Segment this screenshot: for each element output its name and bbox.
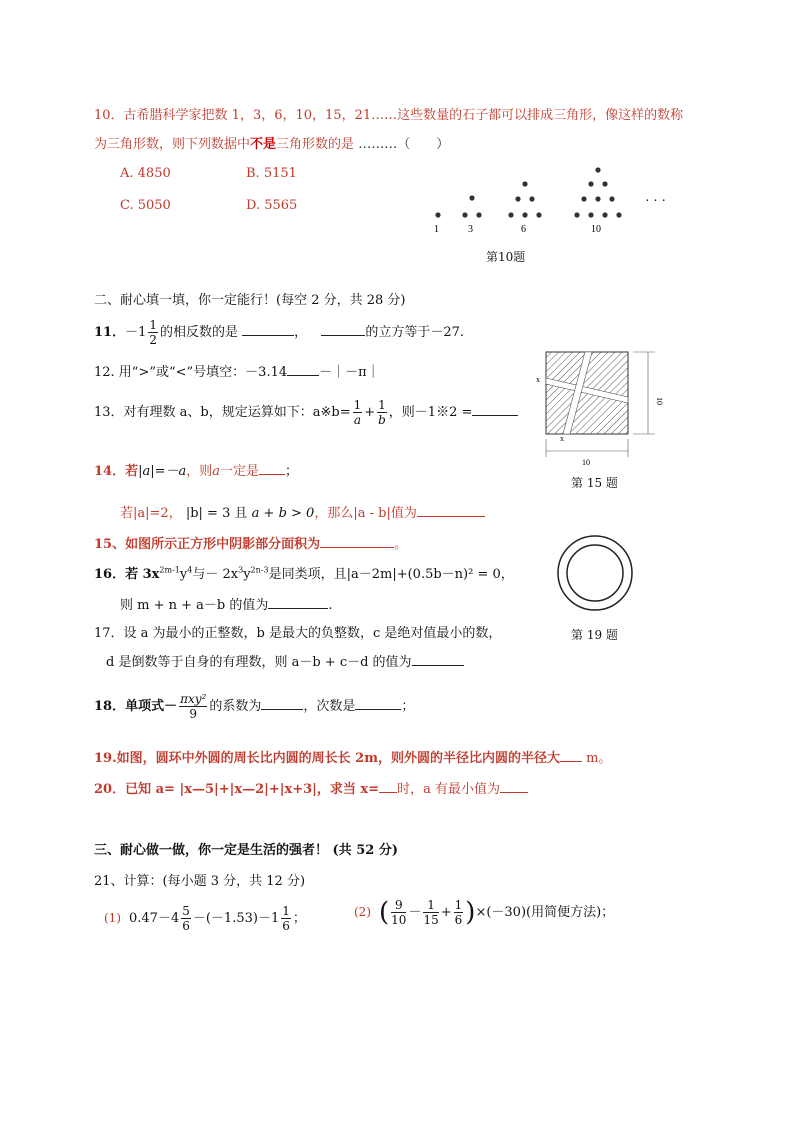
q19-blank[interactable] bbox=[560, 749, 582, 762]
q21-part2-label: (2) bbox=[354, 905, 371, 919]
q21-part1-a: 0.47－4 bbox=[129, 911, 180, 926]
q10-line2 bbox=[94, 133, 449, 152]
q16-a: 16．若 3x bbox=[94, 567, 160, 582]
q14-text: 14．若 bbox=[94, 464, 139, 479]
q10-option-a: A. 4850 bbox=[120, 166, 171, 181]
q14-blank-2[interactable] bbox=[417, 504, 485, 517]
q13-denominator-b: b bbox=[378, 413, 386, 427]
q10-line1: 10．古希腊科学家把数 1，3，6，10，15，21……这些数量的石子都可以排成三角形，像这样的数称 bbox=[94, 108, 684, 123]
q21-part2-n1: 9 bbox=[391, 898, 406, 913]
q16-end: . bbox=[328, 598, 333, 613]
q18-text-3: ，次数是 bbox=[303, 699, 356, 714]
q13-fraction-b bbox=[377, 398, 387, 427]
q15-end: 。 bbox=[394, 537, 408, 552]
q20-text: 20．已知 a= |x—5|+|x—2|+|x+3|，求当 x= bbox=[94, 782, 380, 797]
q15-text: 15、如图所示正方形中阴影部分面积为 bbox=[94, 537, 321, 552]
q10-option-d: D. 5565 bbox=[246, 198, 298, 213]
q14-semicolon: ； bbox=[285, 464, 299, 479]
q14-condition: |a|=－a bbox=[138, 464, 187, 479]
q14-text-3: 一定是 bbox=[220, 464, 260, 479]
q11-value: －1 bbox=[125, 325, 147, 340]
q21-part1-label: (1) bbox=[104, 911, 121, 925]
q11-numerator: 1 bbox=[149, 318, 158, 332]
q10-caption: 第10题 bbox=[486, 250, 526, 264]
q15 bbox=[94, 533, 407, 552]
q16-e: 是同类项，且|a－2m|+(0.5b－n)² = 0， bbox=[268, 567, 514, 582]
q21-part1-frac2 bbox=[281, 904, 291, 933]
q16-blank[interactable] bbox=[268, 596, 328, 609]
q16-line1 bbox=[94, 563, 514, 582]
q16-d: y bbox=[243, 567, 251, 582]
q11-fraction bbox=[148, 318, 158, 347]
fig10-label-6: 6 bbox=[521, 224, 526, 235]
q17-line2-text: d 是倒数等于自身的有理数，则 a－b + c－d 的值为 bbox=[106, 655, 412, 670]
q21-part2-d3: 6 bbox=[454, 913, 463, 927]
q18-end: ； bbox=[401, 699, 415, 714]
fig10-ellipsis: · · · bbox=[645, 194, 666, 209]
q19-end: m。 bbox=[586, 751, 612, 766]
q21-part2-a: ×(－30) bbox=[475, 905, 527, 920]
q11-comma: ， bbox=[294, 325, 308, 340]
hatched-square-figure bbox=[530, 345, 670, 470]
fig15-x-left: x bbox=[536, 375, 540, 384]
q10-option-b: B. 5151 bbox=[246, 166, 297, 181]
q18-blank-2[interactable] bbox=[355, 697, 401, 710]
q20-blank-1[interactable] bbox=[379, 780, 397, 793]
q13 bbox=[94, 398, 518, 427]
q14-l2-e: a + b > 0 bbox=[251, 506, 315, 521]
q20 bbox=[94, 778, 528, 797]
q16-c: 与－ 2x bbox=[192, 567, 239, 582]
q21-part2-b: (用简便方法)； bbox=[526, 905, 615, 920]
q19 bbox=[94, 747, 611, 766]
q21-part2-frac1 bbox=[391, 898, 406, 927]
fig10-label-10: 10 bbox=[591, 224, 601, 235]
q16-sup4: 2n-3 bbox=[250, 565, 269, 575]
fig10-label-3: 3 bbox=[468, 224, 473, 235]
q14-l2-h: 值为 bbox=[390, 506, 417, 521]
figure-dots bbox=[435, 167, 621, 217]
q11-denominator: 2 bbox=[149, 333, 158, 347]
q16-sup1: 2m-1 bbox=[159, 565, 180, 575]
ring-figure bbox=[555, 533, 635, 613]
q19-text: 19.如图，圆环中外圆的周长比内圆的周长长 2m，则外圆的半径比内圆的半径大 bbox=[94, 751, 560, 766]
q21-part2-n3: 1 bbox=[454, 898, 463, 912]
q21-header: 21、计算：(每小题 3 分，共 12 分) bbox=[94, 874, 306, 889]
q13-blank[interactable] bbox=[472, 403, 518, 416]
q13-denominator-a: a bbox=[353, 413, 361, 427]
q14-l2-d: 且 bbox=[234, 506, 248, 521]
q18-fraction bbox=[179, 692, 207, 721]
q14-var: a bbox=[212, 464, 221, 479]
q15-blank[interactable] bbox=[320, 535, 394, 548]
q12-text: 12. 用“>”或“<”号填空：－3.14 bbox=[94, 365, 288, 380]
q18-blank-1[interactable] bbox=[261, 697, 303, 710]
q14-l2-b: |a|=2， bbox=[133, 506, 182, 521]
q10-paren: ………（ ） bbox=[358, 137, 450, 152]
q21-part2-frac2 bbox=[423, 898, 438, 927]
outer-circle bbox=[558, 536, 632, 610]
q16-sup3: 3 bbox=[238, 565, 244, 575]
q13-numerator-b: 1 bbox=[378, 398, 386, 412]
inner-circle bbox=[567, 545, 623, 601]
q20-blank-2[interactable] bbox=[500, 780, 528, 793]
q21-part1-d2: 6 bbox=[282, 919, 290, 933]
q14-l2-c: |b| = 3 bbox=[185, 506, 231, 521]
q21-part2: (2) ( $\frac{9}{10}$ － $\frac{1}{15}$ + $\frac{1}{6}$ )×(－30)(用简便方法)； bbox=[354, 897, 615, 928]
q21-part2-frac3 bbox=[454, 898, 464, 927]
q10-option-c: C. 5050 bbox=[120, 198, 171, 213]
q21-part2-n2: 1 bbox=[423, 898, 438, 913]
fig15-x-bottom: x bbox=[560, 434, 564, 443]
q21-part2-d1: 10 bbox=[391, 913, 407, 927]
q18-denominator: 9 bbox=[189, 707, 198, 721]
fig15-height-label: 10 bbox=[655, 397, 664, 405]
q12 bbox=[94, 361, 380, 380]
q17-blank[interactable] bbox=[412, 653, 464, 666]
q21-part1-b: －(－1.53)－1 bbox=[192, 911, 280, 926]
q12-text-2: －｜－π｜ bbox=[319, 365, 380, 380]
q14-text-2: ，则 bbox=[186, 464, 213, 479]
q17-line1: 17．设 a 为最小的正整数，b 是最大的负整数，c 是绝对值最小的数， bbox=[94, 626, 502, 641]
q11-number: 11． bbox=[94, 325, 126, 340]
q18 bbox=[94, 692, 414, 721]
q11-blank-1[interactable] bbox=[242, 323, 294, 336]
q12-blank[interactable] bbox=[287, 363, 319, 376]
q11-text-2: 的立方等于－27. bbox=[365, 325, 465, 340]
q16-sup2: 4 bbox=[187, 565, 193, 575]
q21-part1 bbox=[104, 904, 306, 933]
q14-l2-a: 若 bbox=[120, 506, 134, 521]
q21-part1-n2: 1 bbox=[282, 904, 290, 918]
q21-part2-d2: 15 bbox=[423, 913, 439, 927]
q18-numerator: πxy² bbox=[180, 692, 207, 706]
q13-plus: + bbox=[364, 405, 376, 420]
q13-numerator-a: 1 bbox=[353, 398, 362, 412]
fig15-caption: 第 15 题 bbox=[571, 476, 618, 490]
q14-line2 bbox=[120, 502, 485, 521]
q21-part1-d1: 6 bbox=[182, 919, 190, 933]
fig15-width-label: 10 bbox=[582, 458, 590, 467]
section-2-header: 二、耐心填一填，你一定能行！(每空 2 分，共 28 分) bbox=[94, 293, 406, 308]
q14-blank-1[interactable] bbox=[259, 462, 285, 475]
q16-b: y bbox=[179, 567, 188, 582]
q13-fraction-a bbox=[353, 398, 363, 427]
triangle-numbers-figure bbox=[420, 160, 680, 240]
q10-line2-c: 三角形数的是 bbox=[276, 137, 355, 152]
q10-not-emphasis: 不是 bbox=[250, 137, 277, 152]
q20-text-2: 时，a 有最小值为 bbox=[397, 782, 500, 797]
q18-text: 18．单项式－ bbox=[94, 699, 178, 714]
fig10-label-1: 1 bbox=[434, 224, 439, 235]
q10-line2-a: 为三角形数，则下列数据中 bbox=[94, 137, 251, 152]
section-3-header: 三、耐心做一做，你一定是生活的强者！ (共 52 分) bbox=[94, 843, 398, 858]
q16-line2-text: 则 m + n + a－b 的值为 bbox=[120, 598, 269, 613]
q16-line2 bbox=[120, 594, 333, 613]
q13-text-2: ，则－1※2 = bbox=[388, 405, 473, 420]
q11-text: 的相反数的是 bbox=[160, 325, 239, 340]
q14-l2-f: ，那么 bbox=[314, 506, 354, 521]
q14-line1 bbox=[94, 460, 298, 479]
q21-part1-n1: 5 bbox=[182, 904, 190, 918]
q14-l2-g: |a - b| bbox=[353, 506, 391, 521]
q17-line2 bbox=[106, 651, 464, 670]
fig19-caption: 第 19 题 bbox=[571, 628, 618, 642]
q21-part1-end: ； bbox=[292, 911, 306, 926]
q11 bbox=[94, 318, 464, 347]
q18-text-2: 的系数为 bbox=[209, 699, 262, 714]
q13-text: 13．对有理数 a、b，规定运算如下：a※b= bbox=[94, 405, 351, 420]
q11-blank-2[interactable] bbox=[321, 323, 365, 336]
q21-part1-frac1 bbox=[181, 904, 191, 933]
